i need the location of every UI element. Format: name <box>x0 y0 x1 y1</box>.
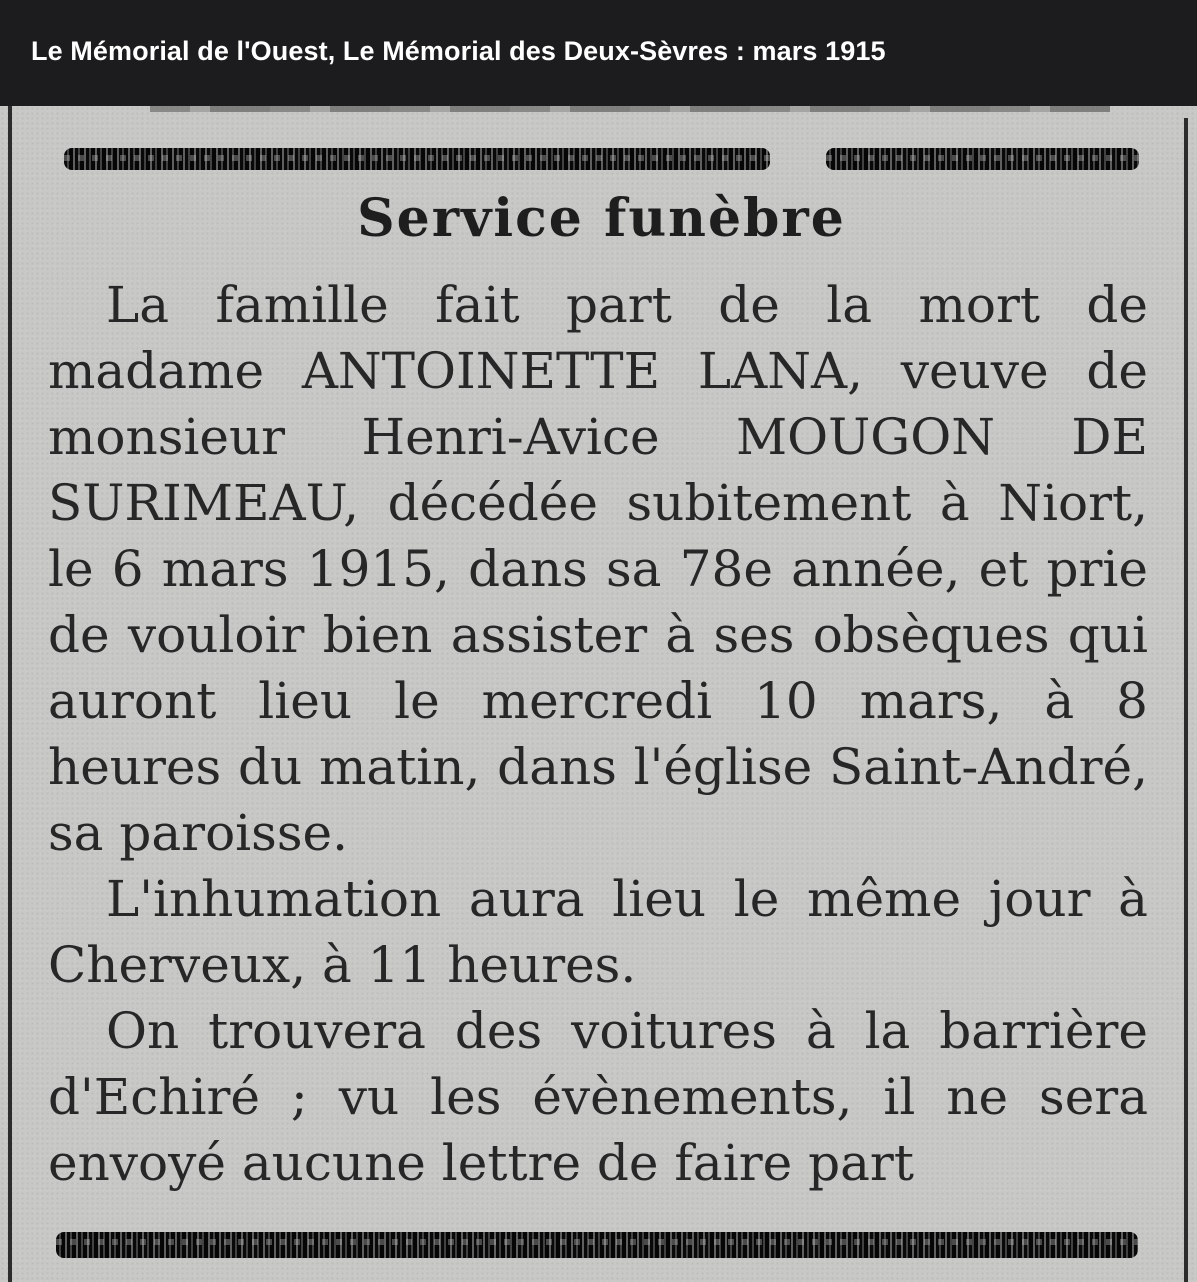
ornamental-rule-bottom <box>56 1232 1138 1258</box>
cropped-previous-line <box>150 106 1110 112</box>
window-title-bar <box>0 0 1197 106</box>
notice-paragraph-death: La famille fait part de la mort de madame ANTOINETTE LANA, veuve de monsieur Henri-Avice MOUGON DE SURIMEAU, décédée subitement à Niort, le 6 mars 1915, dans sa 78e année, et prie de vouloir bien assister à ses obsèques qui auront lieu le mercredi 10 mars, à 8 heures du matin, dans l'église Saint-André, sa paroisse. <box>48 276 1148 862</box>
ornamental-rule-top-left <box>64 148 770 170</box>
column-rule-left <box>8 106 12 1282</box>
newspaper-clipping <box>0 106 1197 1282</box>
notice-paragraph-carriages: On trouvera des voitures à la barrière d'Echiré ; vu les évènements, il ne sera envoyé aucune lettre de faire part <box>48 1002 1148 1192</box>
window-title: Le Mémorial de l'Ouest, Le Mémorial des Deux-Sèvres : mars 1915 <box>31 35 886 66</box>
notice-body <box>48 272 1148 1196</box>
notice-heading: Service funèbre <box>357 188 846 249</box>
ornamental-rule-top-right <box>826 148 1139 170</box>
column-rule-right <box>1184 118 1188 1282</box>
notice-paragraph-burial: L'inhumation aura lieu le même jour à Cherveux, à 11 heures. <box>48 870 1148 994</box>
